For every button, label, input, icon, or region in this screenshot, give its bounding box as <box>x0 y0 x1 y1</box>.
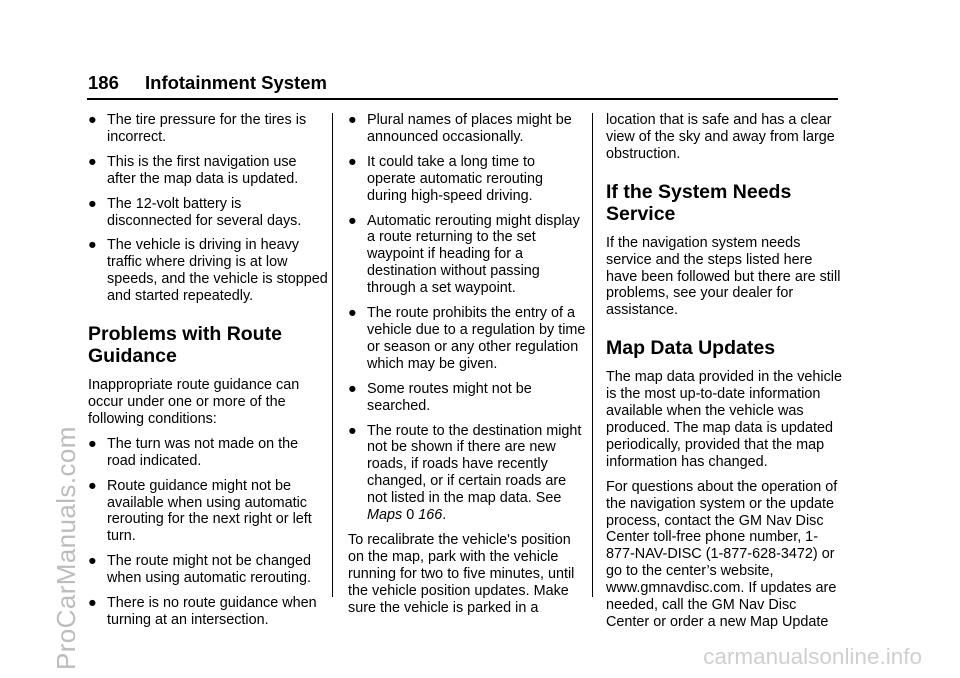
page-ref-icon: 0 <box>406 507 415 524</box>
bullet-icon: ● <box>88 153 97 170</box>
list-item: ● The route to the destination might not be shown if there are new roads, if roads have recently changed, or if certain roads are not listed in the map data. See Maps 0 166. <box>348 422 582 524</box>
list-item: ● Route guidance might not be available when using automatic rerouting for the next right or left turn. <box>88 477 312 545</box>
bullet-icon: ● <box>88 195 97 212</box>
bullet-icon: ● <box>88 237 97 254</box>
recalibrate-paragraph: To recalibrate the vehicle's position on the map, park with the vehicle running for two to five minutes, until the vehicle position updates. Make sure the vehicle is parked in a <box>348 531 575 616</box>
bullet-icon: ● <box>348 305 357 322</box>
map-data-paragraph: The map data provided in the vehicle is the most up-to-date information available when the vehicle was produced. The map data is updated periodically, provided that the map information has changed. <box>606 369 842 470</box>
page-number: 186 <box>88 72 119 93</box>
bullet-icon: ● <box>348 380 357 397</box>
intro-paragraph: Inappropriate route guidance can occur under one or more of the following conditions: <box>88 377 300 427</box>
section-title: Infotainment System <box>145 72 327 93</box>
bullet-icon: ● <box>348 112 357 128</box>
service-paragraph: If the navigation system needs service and the steps listed here have been followed but there are still problems, see your dealer for assistance. <box>606 234 841 319</box>
column-2 <box>348 112 586 624</box>
header-rule <box>87 98 838 100</box>
bullet-icon: ● <box>88 477 97 494</box>
column-3 <box>606 112 842 639</box>
page-ref[interactable]: 166 <box>418 507 443 524</box>
section-heading: If the System Needs Service <box>606 180 792 225</box>
list-item: ● This is the first navigation use after the map data is updated. <box>88 153 299 187</box>
maps-link[interactable]: Maps <box>367 507 403 524</box>
list-item: ● Plural names of places might be announced occasionally. <box>348 112 572 145</box>
watermark-bottom: carmanualsonline.info <box>703 644 922 669</box>
section-heading: Problems with Route Guidance <box>88 323 282 368</box>
bullet-icon: ● <box>88 112 97 128</box>
bullet-icon: ● <box>348 153 357 170</box>
column-1 <box>88 112 328 637</box>
bullet-icon: ● <box>88 435 97 452</box>
section-heading: Map Data Updates <box>606 337 776 360</box>
bullet-icon: ● <box>348 212 357 229</box>
list-item: ● The route prohibits the entry of a vehicle due to a regulation by time or season or any other regulation which may be given. <box>348 305 586 372</box>
list-item: ● There is no route guidance when turning at an intersection. <box>88 595 317 628</box>
bullet-icon: ● <box>88 553 97 570</box>
watermark-left: ProCarManuals.com <box>51 426 81 670</box>
column-divider-2 <box>592 113 593 597</box>
list-item: ● Automatic rerouting might display a route returning to the set waypoint if heading for a destination without passing through a set waypoint. <box>348 212 580 297</box>
list-item: ● The tire pressure for the tires is incorrect. <box>88 112 307 145</box>
list-item: ● Some routes might not be searched. <box>348 380 532 414</box>
list-item: ● The vehicle is driving in heavy traffic where driving is at low speeds, and the vehicle is stopped and started repeatedly. <box>88 237 328 305</box>
list-item: ● The turn was not made on the road indicated. <box>88 435 299 469</box>
contact-paragraph: For questions about the operation of the navigation system or the update process, contact the GM Nav Disc Center toll-free phone number, 1-877-NAV-DISC (1-877-628-3472) or go to the center’s website, www.gmnavdisc.com. If updates are needed, call the GM Nav Disc Center or order a new Map Update <box>606 478 838 630</box>
list-item: ● The 12-volt battery is disconnected for several days. <box>88 195 302 229</box>
list-item: ● It could take a long time to operate automatic rerouting during high-speed driving. <box>348 153 543 204</box>
list-item: ● The route might not be changed when using automatic rerouting. <box>88 553 312 587</box>
continued-paragraph: location that is safe and has a clear view of the sky and away from large obstruction. <box>606 112 835 162</box>
bullet-icon: ● <box>88 595 97 612</box>
column-divider-1 <box>332 113 333 597</box>
page-header <box>88 72 327 94</box>
bullet-icon: ● <box>348 422 357 439</box>
